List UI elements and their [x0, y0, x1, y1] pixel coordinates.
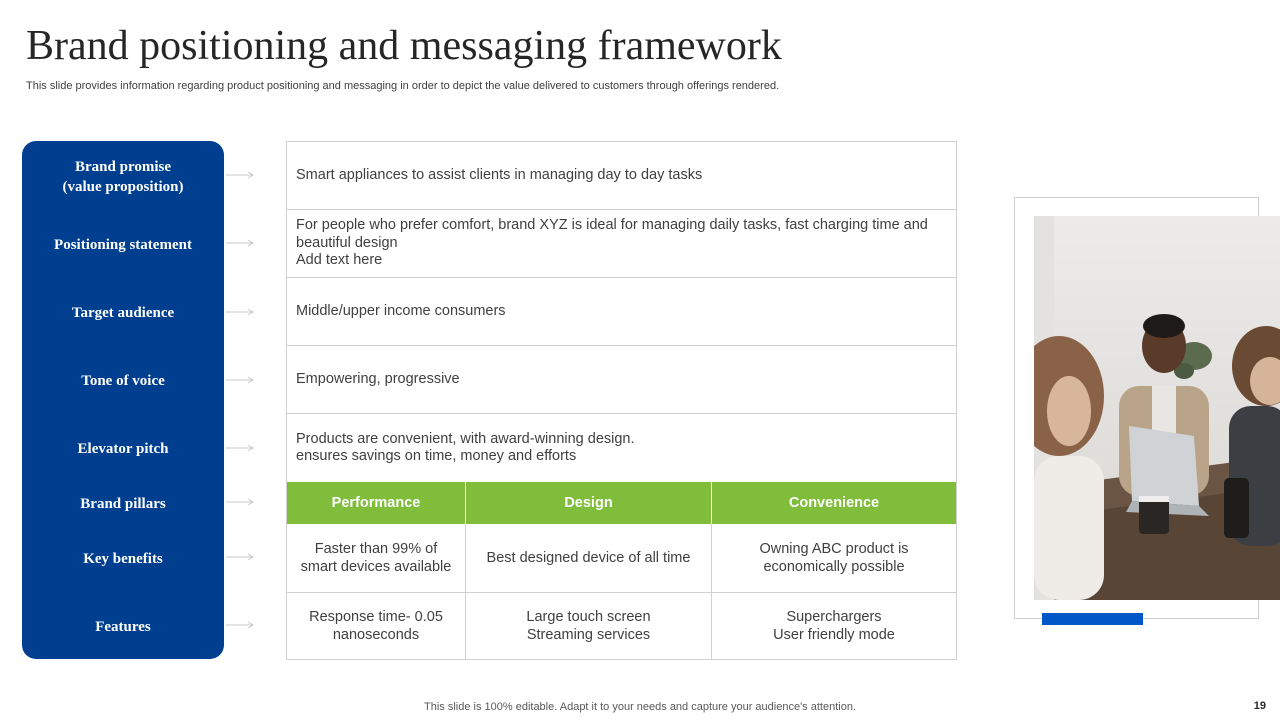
meeting-illustration — [1034, 216, 1280, 600]
cell-text: ensures savings on time, money and efforts — [296, 448, 577, 464]
slide-subtitle: This slide provides information regarding product positioning and messaging in order to depict the value delivered to customers through offerings rendered. — [26, 80, 780, 92]
arrow-right-icon — [226, 307, 256, 317]
cell-text: economically possible — [763, 559, 905, 575]
cell-text: For people who prefer comfort, brand XYZ is ideal for managing daily tasks, fast charging time and beautiful design — [296, 217, 928, 251]
page-number: 19 — [1253, 700, 1266, 712]
arrow-right-icon — [226, 443, 256, 453]
pillar-header-performance: Performance — [287, 482, 465, 524]
arrow-right-icon — [226, 170, 256, 180]
tone-of-voice-cell — [287, 346, 956, 414]
arrow-right-icon — [226, 620, 256, 630]
cell-text: Superchargers — [786, 608, 882, 625]
cell-text: Middle/upper income consumers — [296, 302, 506, 319]
sidebar-label-brand-pillars: Brand pillars — [80, 496, 166, 512]
footer-note: This slide is 100% editable. Adapt it to your needs and capture your audience's attention. — [424, 701, 856, 713]
arrow-right-icon — [226, 238, 256, 248]
arrow-right-icon — [226, 552, 256, 562]
key-benefit-cell — [466, 524, 711, 592]
cell-text: Add text here — [296, 252, 383, 269]
cell-text: Products are convenient, with award-winning design. — [296, 430, 635, 447]
sidebar-label-positioning-statement: Positioning statement — [54, 237, 192, 253]
cell-text: Large touch screen — [526, 608, 651, 625]
feature-cell — [712, 592, 956, 659]
arrow-right-icon — [226, 497, 256, 507]
brand-promise-cell — [287, 142, 956, 210]
grid-divider — [465, 524, 466, 659]
key-benefit-cell — [287, 524, 465, 592]
cell-text: Streaming services — [526, 626, 651, 643]
cell-text: Smart appliances to assist clients in managing day to day tasks — [296, 166, 703, 183]
slide-title: Brand positioning and messaging framework — [26, 23, 782, 69]
cell-text: smart devices available — [300, 559, 452, 575]
sidebar-label-tone-of-voice: Tone of voice — [81, 373, 165, 389]
positioning-statement-cell — [287, 210, 956, 278]
grid-divider — [287, 592, 956, 593]
cell-text: Empowering, progressive — [296, 370, 460, 387]
sidebar-panel — [22, 141, 224, 659]
cell-text: Owning ABC product is — [759, 541, 909, 557]
feature-cell — [466, 592, 711, 659]
sidebar-label-elevator-pitch: Elevator pitch — [77, 441, 169, 457]
feature-cell — [287, 592, 465, 659]
grid-divider — [711, 524, 712, 659]
sidebar-label-target-audience: Target audience — [71, 305, 175, 321]
sidebar-label-line: Brand promise — [75, 159, 171, 175]
framework-table — [286, 141, 957, 660]
sidebar-label-key-benefits: Key benefits — [83, 551, 163, 567]
cell-text: nanoseconds — [332, 626, 420, 643]
cell-text: Faster than 99% of — [314, 541, 438, 557]
header-divider — [711, 482, 712, 524]
key-benefit-cell — [712, 524, 956, 592]
team-meeting-photo — [1034, 216, 1280, 600]
header-divider — [465, 482, 466, 524]
pillar-header-design: Design — [466, 482, 711, 524]
pillar-header-convenience: Convenience — [712, 482, 956, 524]
sidebar-label-line: (value proposition) — [62, 179, 184, 195]
sidebar-label-brand-promise — [22, 157, 224, 197]
arrow-right-icon — [226, 375, 256, 385]
accent-bar — [1042, 613, 1143, 625]
sidebar-label-features: Features — [95, 619, 151, 635]
cell-text: User friendly mode — [773, 626, 895, 643]
cell-text: Response time- 0.05 — [309, 608, 443, 625]
target-audience-cell — [287, 278, 956, 346]
elevator-pitch-cell — [287, 414, 956, 482]
cell-text: Best designed device of all time — [486, 550, 691, 566]
